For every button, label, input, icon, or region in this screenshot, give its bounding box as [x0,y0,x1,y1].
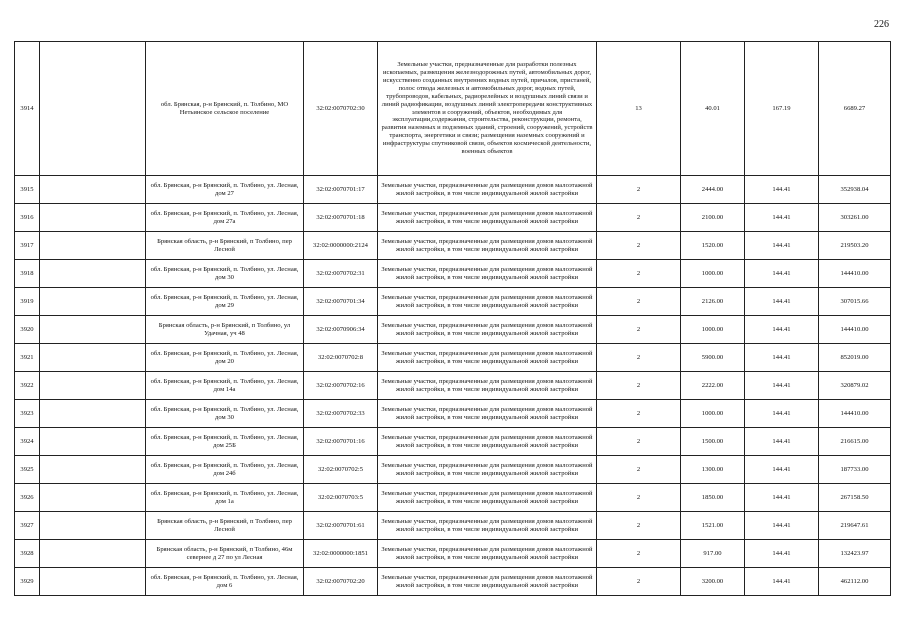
table-row [15,372,891,400]
address-cell: обл. Брянская, р-н Брянский, п. Толбино, ул. Лесная, дом 29 [146,288,304,316]
rate-cell: 144.41 [745,176,819,204]
area-cell: 3200.00 [681,568,745,596]
area-cell: 2222.00 [681,372,745,400]
blank-cell [40,344,146,372]
cadastral-value-cell: 187733.00 [819,456,891,484]
cadastral-value-cell: 267158.50 [819,484,891,512]
row-number: 3927 [15,512,40,540]
cadastral-number-cell: 32:02:0070702:5 [304,456,378,484]
cadastral-value-cell: 320879.02 [819,372,891,400]
row-number: 3918 [15,260,40,288]
permitted-use-cell: Земельные участки, предназначенные для размещения домов малоэтажной жилой застройки, в том числе индивидуальной жилой застройки [378,484,597,512]
blank-cell [40,232,146,260]
cadastral-value-cell: 462112.00 [819,568,891,596]
cadastral-number-cell: 32:02:0000000:1851 [304,540,378,568]
rate-cell: 144.41 [745,204,819,232]
area-cell: 2126.00 [681,288,745,316]
group-cell: 2 [597,260,681,288]
rate-cell: 144.41 [745,512,819,540]
permitted-use-cell: Земельные участки, предназначенные для размещения домов малоэтажной жилой застройки, в том числе индивидуальной жилой застройки [378,456,597,484]
permitted-use-cell: Земельные участки, предназначенные для размещения домов малоэтажной жилой застройки, в том числе индивидуальной жилой застройки [378,344,597,372]
cadastral-number-cell: 32:02:0070701:16 [304,428,378,456]
address-cell: обл. Брянская, р-н Брянский, п. Толбино, ул. Лесная, дом 30 [146,260,304,288]
cadastral-value-cell: 144410.00 [819,260,891,288]
row-number: 3924 [15,428,40,456]
table-row [15,428,891,456]
cadastral-number-cell: 32:02:0070702:8 [304,344,378,372]
address-cell: обл. Брянская, р-н Брянский, п. Толбино, ул. Лесная, дом 25Б [146,428,304,456]
rate-cell: 144.41 [745,428,819,456]
permitted-use-cell: Земельные участки, предназначенные для размещения домов малоэтажной жилой застройки, в том числе индивидуальной жилой застройки [378,372,597,400]
rate-cell: 144.41 [745,260,819,288]
rate-cell: 144.41 [745,288,819,316]
group-cell: 2 [597,568,681,596]
permitted-use-cell: Земельные участки, предназначенные для размещения домов малоэтажной жилой застройки, в том числе индивидуальной жилой застройки [378,232,597,260]
address-cell: обл. Брянская, р-н Брянский, п. Толбино, МО Нетьинское сельское поселение [146,42,304,176]
row-number: 3922 [15,372,40,400]
table-row [15,540,891,568]
area-cell: 1500.00 [681,428,745,456]
row-number: 3914 [15,42,40,176]
rate-cell: 144.41 [745,232,819,260]
table-row [15,400,891,428]
row-number: 3928 [15,540,40,568]
rate-cell: 144.41 [745,484,819,512]
area-cell: 1000.00 [681,316,745,344]
cadastral-value-cell: 216615.00 [819,428,891,456]
cadastral-value-cell: 219503.20 [819,232,891,260]
group-cell: 2 [597,484,681,512]
blank-cell [40,540,146,568]
table-row [15,42,891,176]
cadastral-number-cell: 32:02:0070701:61 [304,512,378,540]
address-cell: обл. Брянская, р-н Брянский, п. Толбино, ул. Лесная, дом 30 [146,400,304,428]
address-cell: обл. Брянская, р-н Брянский, п. Толбино, ул. Лесная, дом 6 [146,568,304,596]
rate-cell: 144.41 [745,568,819,596]
rate-cell: 144.41 [745,316,819,344]
row-number: 3923 [15,400,40,428]
area-cell: 2100.00 [681,204,745,232]
table-row [15,288,891,316]
blank-cell [40,456,146,484]
area-cell: 5900.00 [681,344,745,372]
rate-cell: 167.19 [745,42,819,176]
address-cell: обл. Брянская, р-н Брянский, п. Толбино, ул. Лесная, дом 1а [146,484,304,512]
blank-cell [40,568,146,596]
cadastral-value-cell: 219647.61 [819,512,891,540]
address-cell: Брянская область, р-н Брянский, п Толбино, пер Лесной [146,512,304,540]
permitted-use-cell: Земельные участки, предназначенные для размещения домов малоэтажной жилой застройки, в том числе индивидуальной жилой застройки [378,316,597,344]
row-number: 3921 [15,344,40,372]
group-cell: 13 [597,42,681,176]
cadastral-value-cell: 144410.00 [819,316,891,344]
rate-cell: 144.41 [745,400,819,428]
cadastral-number-cell: 32:02:0070701:17 [304,176,378,204]
cadastral-value-cell: 144410.00 [819,400,891,428]
group-cell: 2 [597,176,681,204]
cadastral-number-cell: 32:02:0000000:2124 [304,232,378,260]
permitted-use-cell: Земельные участки, предназначенные для размещения домов малоэтажной жилой застройки, в том числе индивидуальной жилой застройки [378,176,597,204]
cadastral-value-cell: 6689.27 [819,42,891,176]
page-number: 226 [874,19,889,30]
blank-cell [40,316,146,344]
address-cell: обл. Брянская, р-н Брянский, п. Толбино, ул. Лесная, дом 27а [146,204,304,232]
address-cell: обл. Брянская, р-н Брянский, п. Толбино, ул. Лесная, дом 14а [146,372,304,400]
blank-cell [40,260,146,288]
group-cell: 2 [597,232,681,260]
address-cell: Брянская область, р-н Брянский, п Толбино, пер Лесной [146,232,304,260]
blank-cell [40,428,146,456]
table-row [15,484,891,512]
table-row [15,568,891,596]
blank-cell [40,42,146,176]
address-cell: обл. Брянская, р-н Брянский, п. Толбино, ул. Лесная, дом 27 [146,176,304,204]
table-row [15,232,891,260]
area-cell: 1000.00 [681,260,745,288]
address-cell: обл. Брянская, р-н Брянский, п. Толбино, ул. Лесная, дом 20 [146,344,304,372]
land-plots-table [14,41,891,596]
cadastral-number-cell: 32:02:0070702:31 [304,260,378,288]
permitted-use-cell: Земельные участки, предназначенные для размещения домов малоэтажной жилой застройки, в том числе индивидуальной жилой застройки [378,512,597,540]
row-number: 3920 [15,316,40,344]
permitted-use-cell: Земельные участки, предназначенные для размещения домов малоэтажной жилой застройки, в том числе индивидуальной жилой застройки [378,400,597,428]
group-cell: 2 [597,456,681,484]
address-cell: обл. Брянская, р-н Брянский, п. Толбино, ул. Лесная, дом 24б [146,456,304,484]
row-number: 3915 [15,176,40,204]
permitted-use-cell: Земельные участки, предназначенные для размещения домов малоэтажной жилой застройки, в том числе индивидуальной жилой застройки [378,540,597,568]
cadastral-number-cell: 32:02:0070702:33 [304,400,378,428]
table-row [15,344,891,372]
permitted-use-cell: Земельные участки, предназначенные для размещения домов малоэтажной жилой застройки, в том числе индивидуальной жилой застройки [378,288,597,316]
address-cell: Брянская область, р-н Брянский, п Толбино, 46м севернее д 27 по ул Лесная [146,540,304,568]
table-body [15,42,891,596]
blank-cell [40,512,146,540]
row-number: 3926 [15,484,40,512]
area-cell: 1850.00 [681,484,745,512]
cadastral-value-cell: 132423.97 [819,540,891,568]
table-row [15,456,891,484]
rate-cell: 144.41 [745,344,819,372]
row-number: 3925 [15,456,40,484]
group-cell: 2 [597,316,681,344]
permitted-use-cell: Земельные участки, предназначенные для размещения домов малоэтажной жилой застройки, в том числе индивидуальной жилой застройки [378,260,597,288]
table-row [15,204,891,232]
blank-cell [40,204,146,232]
address-cell: Брянская область, р-н Брянский, п Толбино, ул Удачная, уч 48 [146,316,304,344]
cadastral-number-cell: 32:02:0070703:5 [304,484,378,512]
rate-cell: 144.41 [745,540,819,568]
area-cell: 1520.00 [681,232,745,260]
cadastral-value-cell: 852019.00 [819,344,891,372]
permitted-use-cell: Земельные участки, предназначенные для разработки полезных ископаемых, размещения железнодорожных путей, автомобильных дорог, искусственно созданных внутренних водных путей, причалов, пристаней, полос отвода железных и автомобильных дорог, водных путей, трубопроводов, кабельных, радиорелейных и воздушных линий связи и линий радиофикации, воздушных линий электропередачи конструктивных элементов и сооружений, объектов, необходимых для эксплуатации,содержания, строительства, реконструкции, ремонта, развития наземных и подземных зданий, строений, сооружений, устройств транспорта, энергетики и связи; размещения наземных сооружений и инфраструктуры спутниковой связи, объектов космической деятельности, военных объектов [378,42,597,176]
cadastral-value-cell: 307015.66 [819,288,891,316]
group-cell: 2 [597,288,681,316]
cadastral-value-cell: 352938.04 [819,176,891,204]
blank-cell [40,176,146,204]
table-row [15,512,891,540]
cadastral-number-cell: 32:02:0070906:34 [304,316,378,344]
area-cell: 2444.00 [681,176,745,204]
table-row [15,176,891,204]
permitted-use-cell: Земельные участки, предназначенные для размещения домов малоэтажной жилой застройки, в том числе индивидуальной жилой застройки [378,204,597,232]
group-cell: 2 [597,540,681,568]
cadastral-number-cell: 32:02:0070701:18 [304,204,378,232]
area-cell: 1000.00 [681,400,745,428]
cadastral-number-cell: 32:02:0070702:16 [304,372,378,400]
area-cell: 1300.00 [681,456,745,484]
table-row [15,260,891,288]
row-number: 3916 [15,204,40,232]
row-number: 3929 [15,568,40,596]
area-cell: 1521.00 [681,512,745,540]
row-number: 3919 [15,288,40,316]
area-cell: 917.00 [681,540,745,568]
cadastral-number-cell: 32:02:0070702:30 [304,42,378,176]
group-cell: 2 [597,344,681,372]
blank-cell [40,372,146,400]
cadastral-number-cell: 32:02:0070702:20 [304,568,378,596]
group-cell: 2 [597,372,681,400]
group-cell: 2 [597,428,681,456]
row-number: 3917 [15,232,40,260]
rate-cell: 144.41 [745,456,819,484]
permitted-use-cell: Земельные участки, предназначенные для размещения домов малоэтажной жилой застройки, в том числе индивидуальной жилой застройки [378,568,597,596]
cadastral-value-cell: 303261.00 [819,204,891,232]
blank-cell [40,400,146,428]
permitted-use-cell: Земельные участки, предназначенные для размещения домов малоэтажной жилой застройки, в том числе индивидуальной жилой застройки [378,428,597,456]
group-cell: 2 [597,400,681,428]
group-cell: 2 [597,204,681,232]
blank-cell [40,288,146,316]
blank-cell [40,484,146,512]
group-cell: 2 [597,512,681,540]
rate-cell: 144.41 [745,372,819,400]
table-row [15,316,891,344]
area-cell: 40.01 [681,42,745,176]
cadastral-number-cell: 32:02:0070701:34 [304,288,378,316]
